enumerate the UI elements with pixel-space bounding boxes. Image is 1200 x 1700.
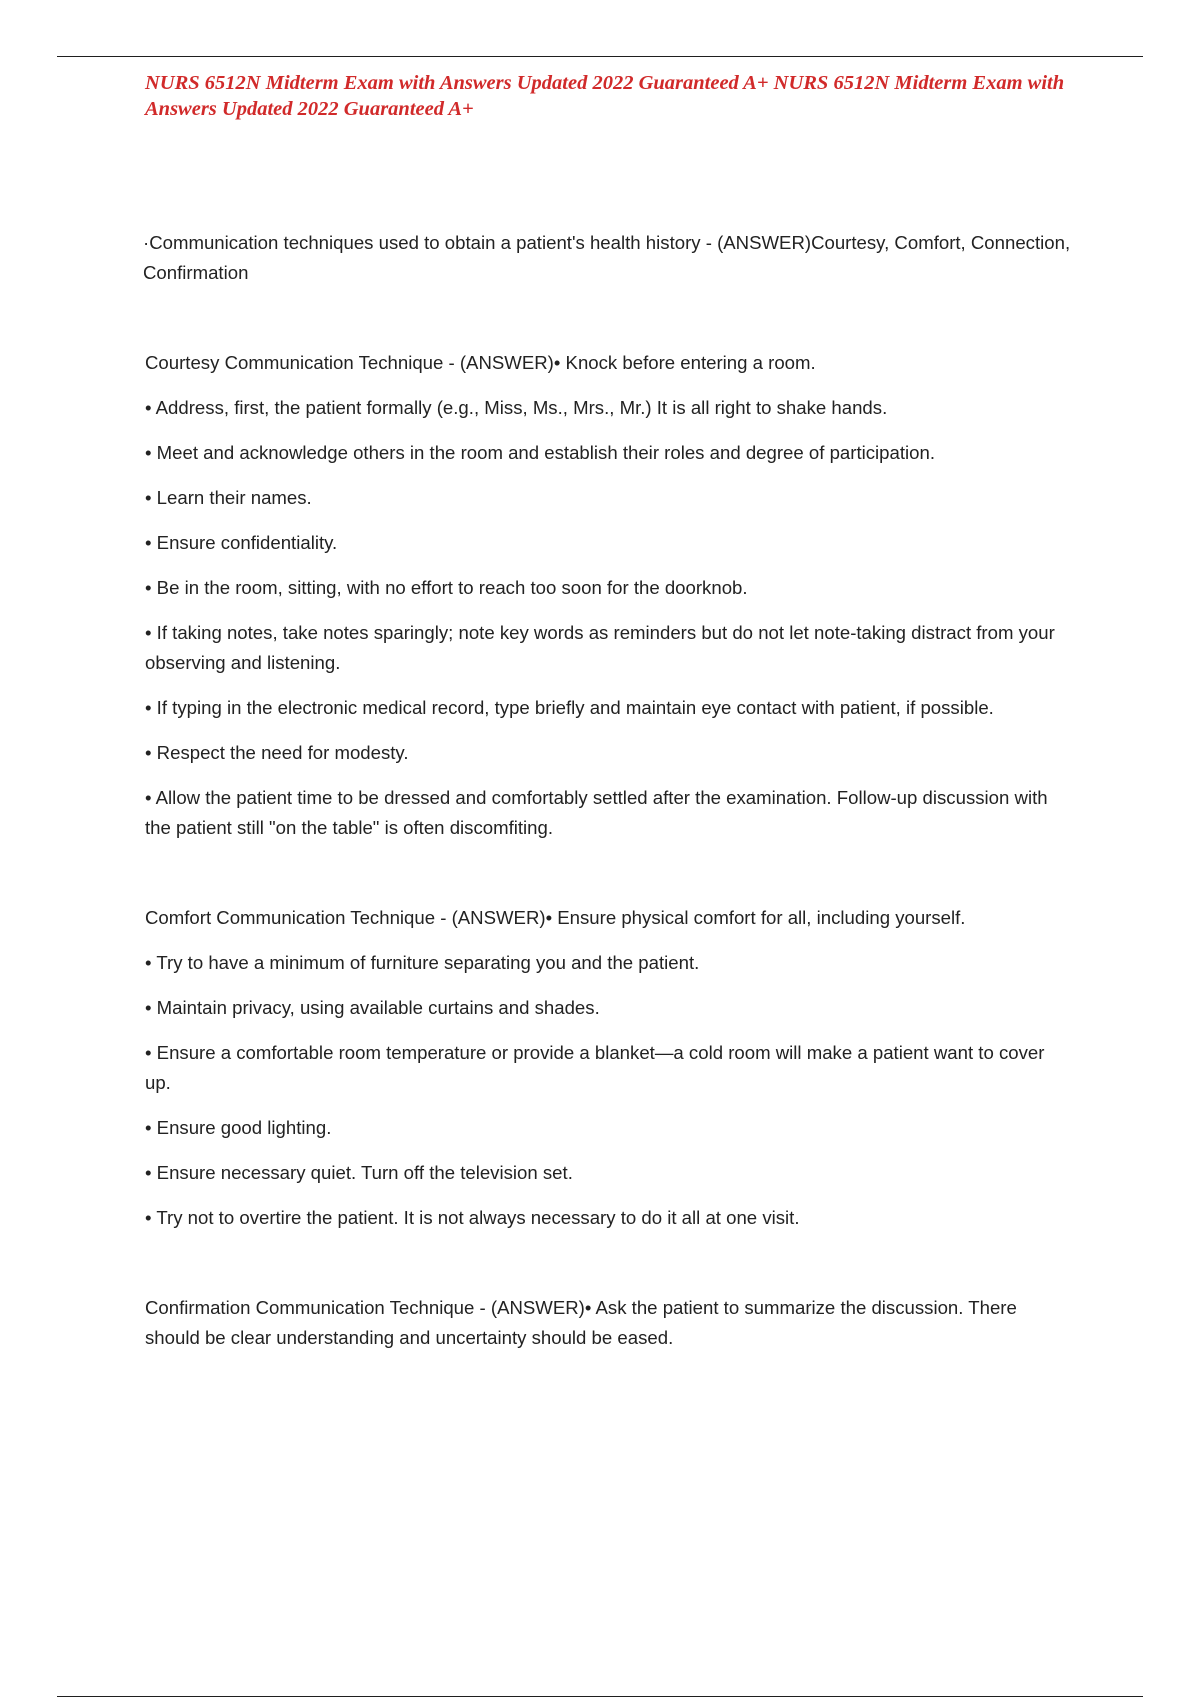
courtesy-item: • If typing in the electronic medical record, type briefly and maintain eye contact with patient, if possible.: [145, 697, 994, 718]
comfort-item: • Try not to overtire the patient. It is not always necessary to do it all at one visit.: [145, 1207, 800, 1228]
comfort-item: • Try to have a minimum of furniture separating you and the patient.: [145, 952, 700, 973]
comfort-item: • Ensure a comfortable room temperature or provide a blanket—a cold room will make a patient want to cover up.: [145, 1042, 1045, 1093]
comfort-item: • Ensure necessary quiet. Turn off the television set.: [145, 1162, 573, 1183]
courtesy-item: • Respect the need for modesty.: [145, 742, 409, 763]
intro-question: ·Communication techniques used to obtain a patient's health history - (ANSWER)Courtesy, Comfort, Connection, Confirmation: [143, 232, 1071, 283]
courtesy-item: • Ensure confidentiality.: [145, 532, 338, 553]
document-title: NURS 6512N Midterm Exam with Answers Updated 2022 Guaranteed A+ NURS 6512N Midterm Exam with Answers Updated 2022 Guaranteed A+: [145, 72, 1065, 120]
comfort-heading: Comfort Communication Technique - (ANSWER)• Ensure physical comfort for all, including yourself.: [145, 907, 966, 928]
confirmation-heading: Confirmation Communication Technique - (ANSWER)• Ask the patient to summarize the discussion. There should be clear understanding and uncertainty should be eased.: [145, 1297, 1017, 1348]
courtesy-item: • Be in the room, sitting, with no effort to reach too soon for the doorknob.: [145, 577, 748, 598]
courtesy-item: • If taking notes, take notes sparingly; note key words as reminders but do not let note-taking distract from your observing and listening.: [145, 622, 1055, 673]
comfort-item: • Maintain privacy, using available curtains and shades.: [145, 997, 600, 1018]
courtesy-heading: Courtesy Communication Technique - (ANSWER)• Knock before entering a room.: [145, 352, 816, 373]
courtesy-item: • Meet and acknowledge others in the room and establish their roles and degree of participation.: [145, 442, 935, 463]
courtesy-item: • Allow the patient time to be dressed and comfortably settled after the examination. Follow-up discussion with the patient still "on the table" is often discomfiting.: [145, 787, 1048, 838]
bottom-rule: [57, 1696, 1143, 1697]
document-body: [145, 228, 1075, 1353]
courtesy-item: • Address, first, the patient formally (e.g., Miss, Ms., Mrs., Mr.) It is all right to shake hands.: [145, 397, 888, 418]
courtesy-item: • Learn their names.: [145, 487, 312, 508]
comfort-item: • Ensure good lighting.: [145, 1117, 332, 1138]
top-rule: [57, 56, 1143, 57]
